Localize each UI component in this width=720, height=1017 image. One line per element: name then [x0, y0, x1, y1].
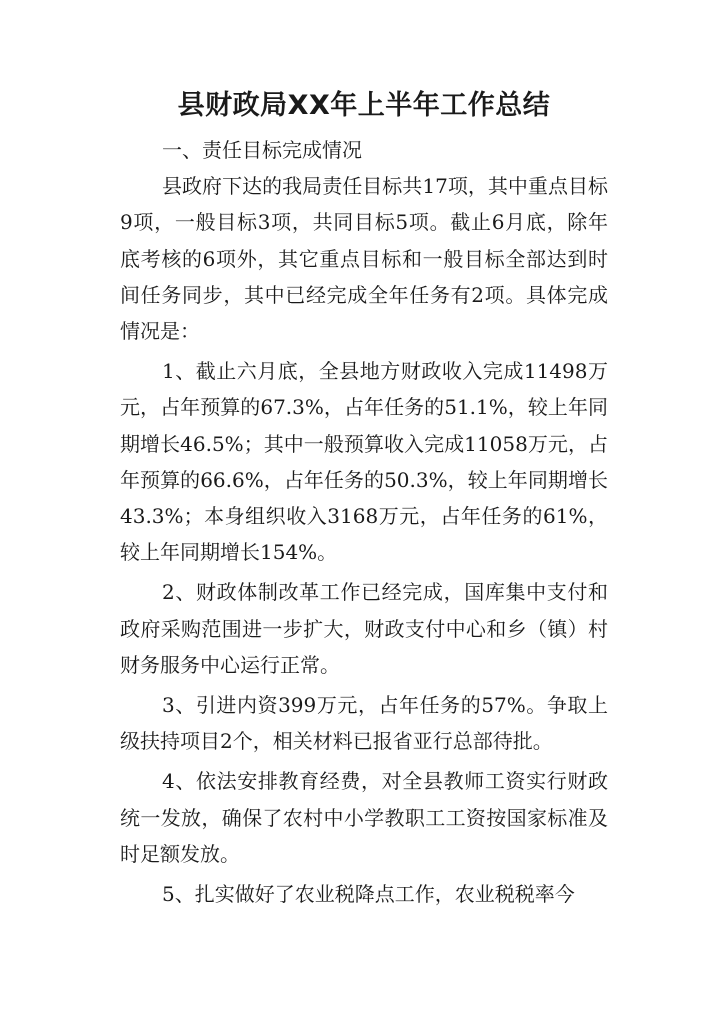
paragraph-item-5: 5、扎实做好了农业税降点工作，农业税税率今 [162, 882, 575, 907]
paragraph-item-2: 2、财政体制改革工作已经完成，国库集中支付和政府采购范围进一步扩大，财政支付中心和乡（镇）村财务服务中心运行正常。 [120, 580, 608, 677]
document-page [120, 86, 608, 912]
section-heading: 一、责任目标完成情况 [162, 138, 362, 162]
paragraph-item-1: 1、截止六月底，全县地方财政收入完成11498万元，占年预算的67.3%，占年任务的51.1%，较上年同期增长46.5%；其中一般预算收入完成11058万元，占年预算的66.6%，占年任务的50.3%，较上年同期增长43.3%；本身组织收入3168万元，占年任务的61%，较上年同期增长154%。 [120, 359, 608, 565]
document-title: 县财政局XX年上半年工作总结 [177, 90, 551, 121]
paragraph-item-4: 4、依法安排教育经费，对全县教师工资实行财政统一发放，确保了农村中小学教职工工资按国家标准及时足额发放。 [120, 769, 608, 866]
paragraph-overview: 县政府下达的我局责任目标共17项，其中重点目标9项，一般目标3项，共同目标5项。截止6月底，除年底考核的6项外，其它重点目标和一般目标全部达到时间任务同步，其中已经完成全年任务有2项。具体完成情况是： [120, 174, 608, 344]
paragraph-item-3: 3、引进内资399万元，占年任务的57%。争取上级扶持项目2个，相关材料已报省亚行总部待批。 [120, 693, 608, 754]
